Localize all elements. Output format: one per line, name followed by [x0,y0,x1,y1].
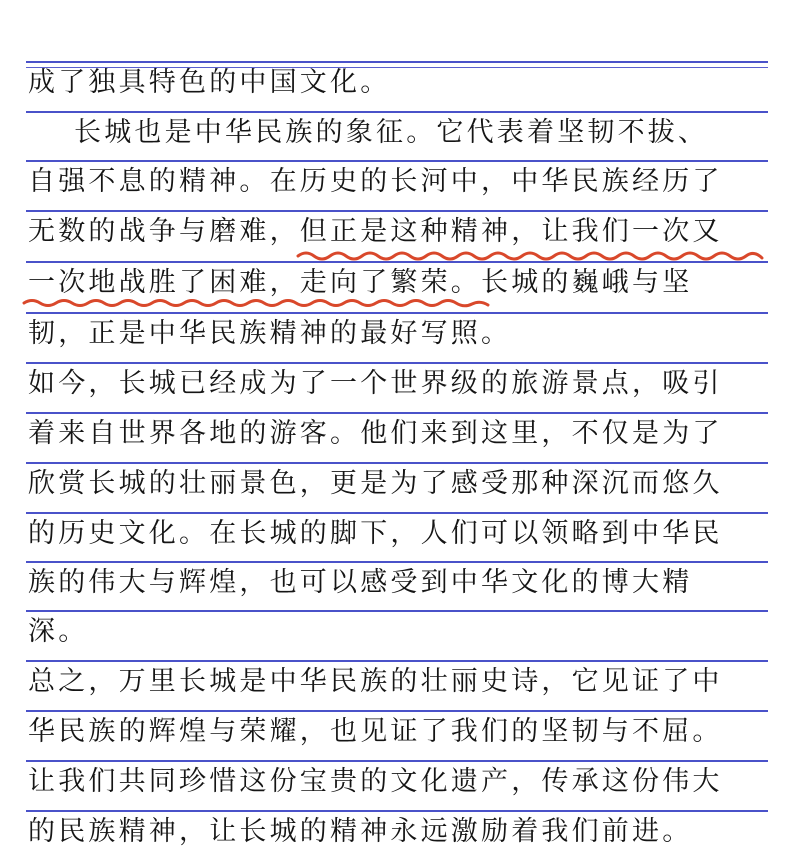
text-line: 让我们共同珍惜这份宝贵的文化遗产，传承这份伟大 [28,766,723,797]
text-line: 一次地战胜了困难，走向了繁荣。长城的巍峨与坚 [28,267,693,298]
text-line: 欣赏长城的壮丽景色，更是为了感受那种深沉而悠久 [28,468,723,499]
text-line: 总之，万里长城是中华民族的壮丽史诗，它见证了中 [28,666,723,697]
text-line: 华民族的辉煌与荣耀，也见证了我们的坚韧与不屈。 [28,716,723,747]
text-line: 成了独具特色的中国文化。 [28,67,391,98]
text-line: 的历史文化。在长城的脚下，人们可以领略到中华民 [28,518,723,549]
text-line: 深。 [28,616,89,647]
text-line: 自强不息的精神。在历史的长河中，中华民族经历了 [28,166,723,197]
text-line: 长城也是中华民族的象征。它代表着坚韧不拔、 [74,117,709,148]
text-line: 韧，正是中华民族精神的最好写照。 [28,318,512,349]
text-line: 的民族精神，让长城的精神永远激励着我们前进。 [28,816,693,847]
text-line: 无数的战争与磨难，但正是这种精神，让我们一次又 [28,216,723,247]
text-line: 族的伟大与辉煌，也可以感受到中华文化的博大精 [28,567,693,598]
text-line: 如今，长城已经成为了一个世界级的旅游景点，吸引 [28,368,723,399]
text-line: 着来自世界各地的游客。他们来到这里，不仅是为了 [28,418,723,449]
